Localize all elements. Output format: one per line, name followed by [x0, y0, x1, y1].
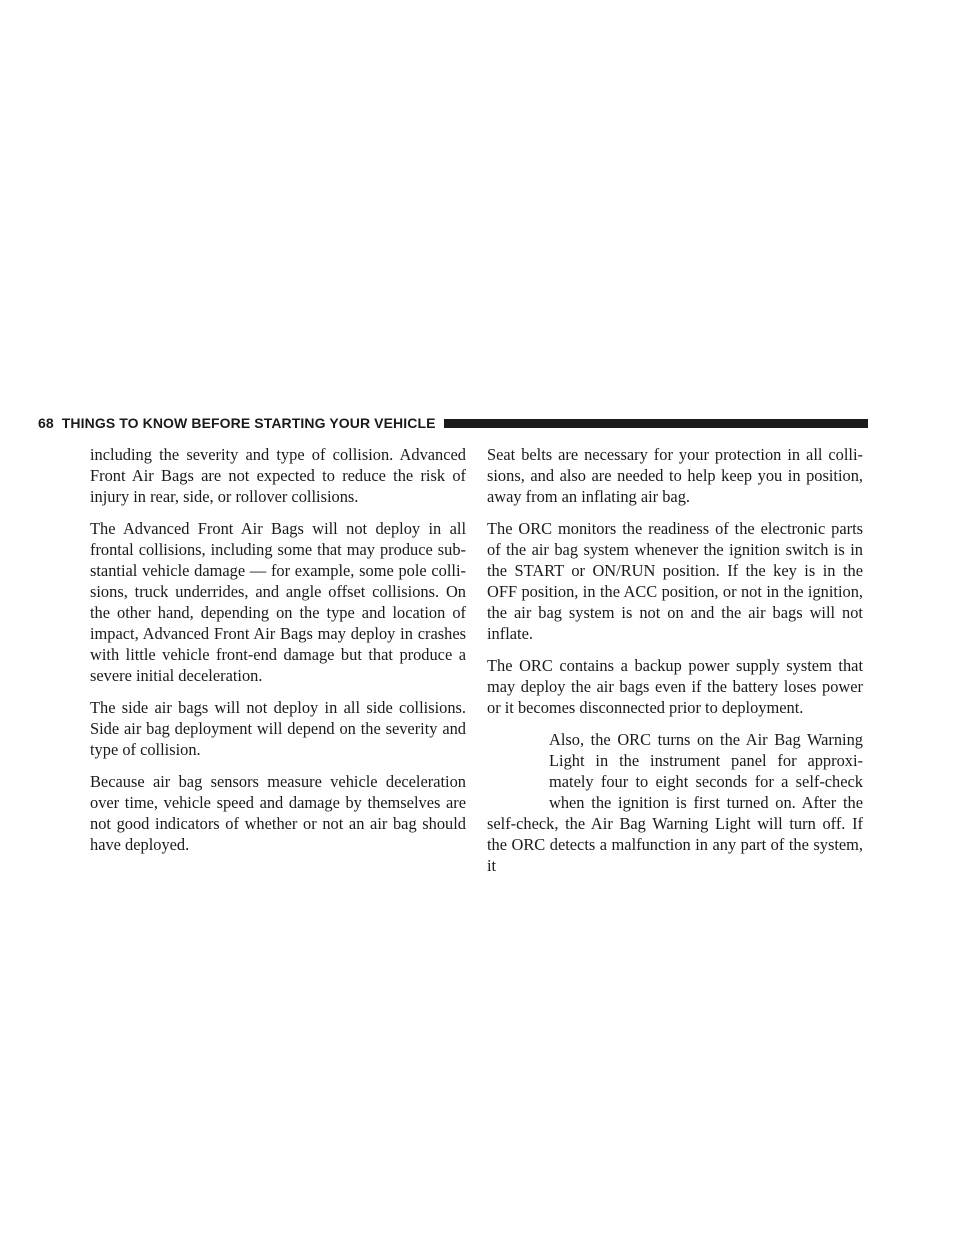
paragraph: The ORC monitors the readiness of the electronic parts of the air bag system whenever the ignition switch is in the START or ON/RUN position. If the key is in the OFF position, in the ACC position, or not in the ignition, the air bag system is not on and the air bags will not inflate. — [487, 519, 863, 643]
paragraph: Seat belts are necessary for your protection in all colli-sions, and also are needed to help keep you in position, away from an inflating air bag. — [487, 445, 863, 506]
paragraph: Because air bag sensors measure vehicle deceleration over time, vehicle speed and damage by themselves are not good indicators of whether or not an air bag should have deployed. — [90, 772, 466, 854]
warning-light-paragraph — [487, 729, 863, 876]
page-number: 68 — [38, 415, 54, 431]
paragraph: including the severity and type of collision. Advanced Front Air Bags are not expected to reduce the risk of injury in rear, side, or rollover collisions. — [90, 445, 466, 506]
warning-light-icon-space — [487, 729, 549, 813]
paragraph: The ORC contains a backup power supply system that may deploy the air bags even if the battery loses power or it becomes disconnected prior to deployment. — [487, 656, 863, 717]
header-rule — [444, 419, 868, 428]
right-column — [487, 444, 863, 876]
page-header — [38, 414, 868, 432]
paragraph-text: Also, the ORC turns on the Air Bag Warning Light in the instrument panel for approxi-mately four to eight seconds for a self-check when the ignition is first turned on. After the self-check, the Air Bag Warning Light will turn off. If the ORC detects a malfunction in any part of the system, it — [487, 730, 863, 875]
left-column — [90, 444, 466, 855]
paragraph: The Advanced Front Air Bags will not deploy in all frontal collisions, including some that may produce sub-stantial vehicle damage — for example, some pole colli-sions, truck underrides, and angle offset collisions. On the other hand, depending on the type and location of impact, Advanced Front Air Bags may deploy in crashes with little vehicle front-end damage but that produce a severe initial deceleration. — [90, 519, 466, 685]
paragraph: The side air bags will not deploy in all side collisions. Side air bag deployment will depend on the severity and type of collision. — [90, 698, 466, 759]
section-title: THINGS TO KNOW BEFORE STARTING YOUR VEHICLE — [61, 415, 436, 431]
